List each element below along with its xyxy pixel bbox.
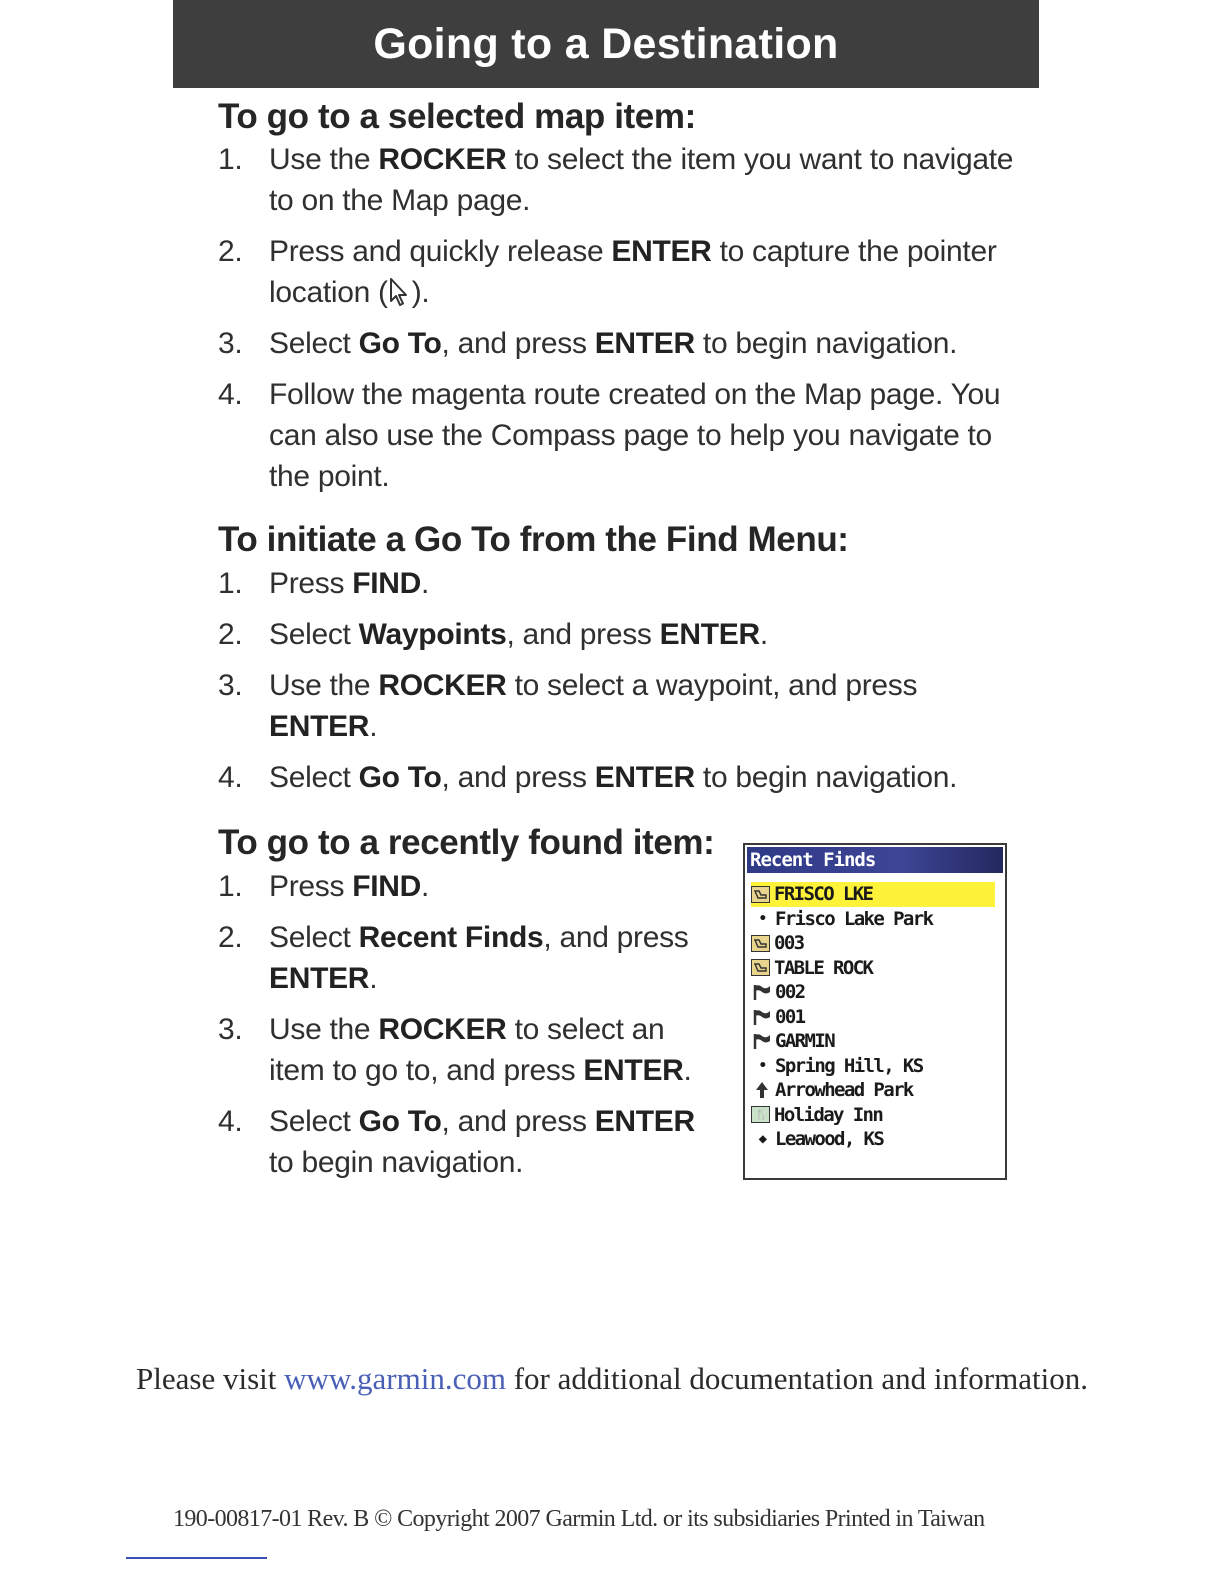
step-item <box>218 1101 723 1183</box>
step-text: Select <box>269 1105 359 1138</box>
step-number: 2. <box>218 921 243 954</box>
step-item <box>218 866 723 907</box>
step-text: to begin navigation. <box>269 1146 524 1179</box>
waypoint-box-icon <box>751 935 770 952</box>
recent-find-label: Frisco Lake Park <box>775 907 933 930</box>
decorative-underline <box>126 1557 267 1559</box>
step-number: 4. <box>218 761 243 794</box>
step-item <box>218 614 958 655</box>
step-text: to select the item you want to navigate to on the Map page. <box>269 143 1014 217</box>
step-key-term: ENTER <box>611 235 712 268</box>
step-text: , and press <box>441 761 595 794</box>
recent-find-label: Arrowhead Park <box>775 1079 913 1101</box>
step-text: , and press <box>543 921 689 954</box>
step-item <box>218 917 723 999</box>
step-key-term: Go To <box>358 1105 442 1138</box>
step-item <box>218 139 1018 221</box>
step-number: 2. <box>218 235 243 268</box>
step-key-term: ROCKER <box>378 1013 507 1046</box>
footer-visit-before: Please visit <box>136 1361 285 1396</box>
step-number: 1. <box>218 143 243 176</box>
step-text: Press and quickly release <box>269 235 612 268</box>
restaurant-icon: 🍴 <box>751 1106 770 1123</box>
step-key-term: ENTER <box>594 327 695 360</box>
diamond-dot-icon: ◆ <box>758 1131 766 1147</box>
recent-find-item[interactable] <box>751 1103 995 1128</box>
step-text: Select <box>269 618 359 651</box>
recent-find-label: Leawood, KS <box>775 1128 884 1150</box>
flag-icon <box>751 982 773 1002</box>
page-title: Going to a Destination <box>373 19 839 68</box>
step-item <box>218 1009 723 1091</box>
step-text: Press <box>269 567 353 600</box>
copyright-line: 190-00817-01 Rev. B © Copyright 2007 Garmin Ltd. or its subsidiaries Printed in Taiwan <box>173 1506 985 1532</box>
tree-icon <box>751 1080 773 1100</box>
step-item <box>218 374 1018 497</box>
footer-visit-after: for additional documentation and information. <box>505 1361 1088 1396</box>
step-text: to begin navigation. <box>694 761 958 794</box>
step-number: 4. <box>218 1105 243 1138</box>
small-dot-icon: • <box>758 1057 766 1074</box>
step-text: . <box>421 567 430 600</box>
flag-icon <box>751 1031 773 1051</box>
waypoint-box-icon <box>751 886 770 903</box>
waypoint-box-icon <box>751 959 770 976</box>
step-text: Select <box>269 761 359 794</box>
recent-find-label: 002 <box>775 981 805 1003</box>
recent-find-label: GARMIN <box>775 1030 835 1052</box>
step-item <box>218 757 958 798</box>
step-text: Use the <box>269 1013 379 1046</box>
small-dot-icon: • <box>758 910 766 927</box>
garmin-link[interactable]: www.garmin.com <box>284 1361 506 1396</box>
step-text: , and press <box>506 618 660 651</box>
recent-find-item[interactable] <box>751 907 995 932</box>
section-heading-find-menu: To initiate a Go To from the Find Menu: <box>218 520 849 559</box>
recent-find-label: FRISCO LKE <box>774 883 873 905</box>
step-text: . <box>369 710 378 743</box>
step-item <box>218 231 1018 313</box>
section-heading-recent-item: To go to a recently found item: <box>218 823 715 862</box>
page-title-bar <box>173 0 1039 88</box>
step-key-term: Go To <box>358 327 442 360</box>
recent-finds-title: Recent Finds <box>747 847 1003 873</box>
step-text: . <box>369 962 378 995</box>
recent-find-label: TABLE ROCK <box>774 956 873 979</box>
step-text: , and press <box>441 327 595 360</box>
step-item <box>218 665 958 747</box>
step-number: 1. <box>218 567 243 600</box>
recent-finds-screen <box>743 843 1007 1180</box>
recent-find-label: 003 <box>774 932 804 954</box>
step-text: . <box>421 870 430 903</box>
flag-icon <box>751 1007 773 1027</box>
step-text: , and press <box>441 1105 595 1138</box>
recent-find-item[interactable] <box>751 1005 995 1030</box>
step-text: Press <box>269 870 353 903</box>
step-text: . <box>683 1054 692 1087</box>
recent-find-label: 001 <box>775 1005 805 1028</box>
recent-find-item[interactable] <box>751 1078 995 1103</box>
steps-map-item <box>218 139 1018 507</box>
step-key-term: FIND <box>352 870 422 903</box>
footer-visit-text <box>0 1358 1224 1400</box>
recent-find-item[interactable] <box>751 956 995 981</box>
step-number: 3. <box>218 1013 243 1046</box>
step-key-term: ROCKER <box>378 143 507 176</box>
step-number: 3. <box>218 669 243 702</box>
step-text: to select a waypoint, and press <box>506 669 918 702</box>
step-key-term: ENTER <box>594 1105 695 1138</box>
step-item <box>218 563 958 604</box>
section-heading-map-item: To go to a selected map item: <box>218 97 696 136</box>
step-key-term: ENTER <box>269 962 370 995</box>
recent-finds-list <box>751 882 995 1152</box>
recent-find-item[interactable] <box>751 980 995 1005</box>
step-number: 2. <box>218 618 243 651</box>
steps-recent-item <box>218 866 723 1193</box>
recent-find-item[interactable] <box>751 931 995 956</box>
step-number: 3. <box>218 327 243 360</box>
step-text: Use the <box>269 143 379 176</box>
recent-find-item[interactable] <box>751 882 995 907</box>
recent-find-label: Spring Hill, KS <box>775 1054 923 1077</box>
recent-find-label: Holiday Inn <box>774 1103 883 1126</box>
step-key-term: ENTER <box>594 761 695 794</box>
step-text: Use the <box>269 669 379 702</box>
step-text: Follow the magenta route created on the Map page. You can also use the Compass page to help you navigate to the point. <box>269 378 1001 493</box>
step-key-term: ROCKER <box>378 669 507 702</box>
step-item <box>218 323 1018 364</box>
step-key-term: ENTER <box>269 710 370 743</box>
step-text: Select <box>269 921 359 954</box>
step-text: to begin navigation. <box>694 327 958 360</box>
steps-find-menu <box>218 563 958 808</box>
step-number: 1. <box>218 870 243 903</box>
step-text: to capture the pointer location ( <box>269 235 997 309</box>
pointer-arrow-icon <box>389 277 411 307</box>
step-text: to select an item to go to, and press <box>269 1013 665 1087</box>
recent-find-item[interactable] <box>751 1054 995 1079</box>
recent-find-item[interactable] <box>751 1029 995 1054</box>
recent-find-item[interactable] <box>751 1127 995 1152</box>
step-key-term: ENTER <box>583 1054 684 1087</box>
step-text: . <box>759 618 768 651</box>
step-key-term: ENTER <box>659 618 760 651</box>
step-key-term: FIND <box>352 567 422 600</box>
step-key-term: Recent Finds <box>358 921 544 954</box>
step-text: Select <box>269 327 359 360</box>
step-key-term: Go To <box>358 761 442 794</box>
step-text: ). <box>411 276 430 309</box>
step-number: 4. <box>218 378 243 411</box>
step-key-term: Waypoints <box>358 618 507 651</box>
